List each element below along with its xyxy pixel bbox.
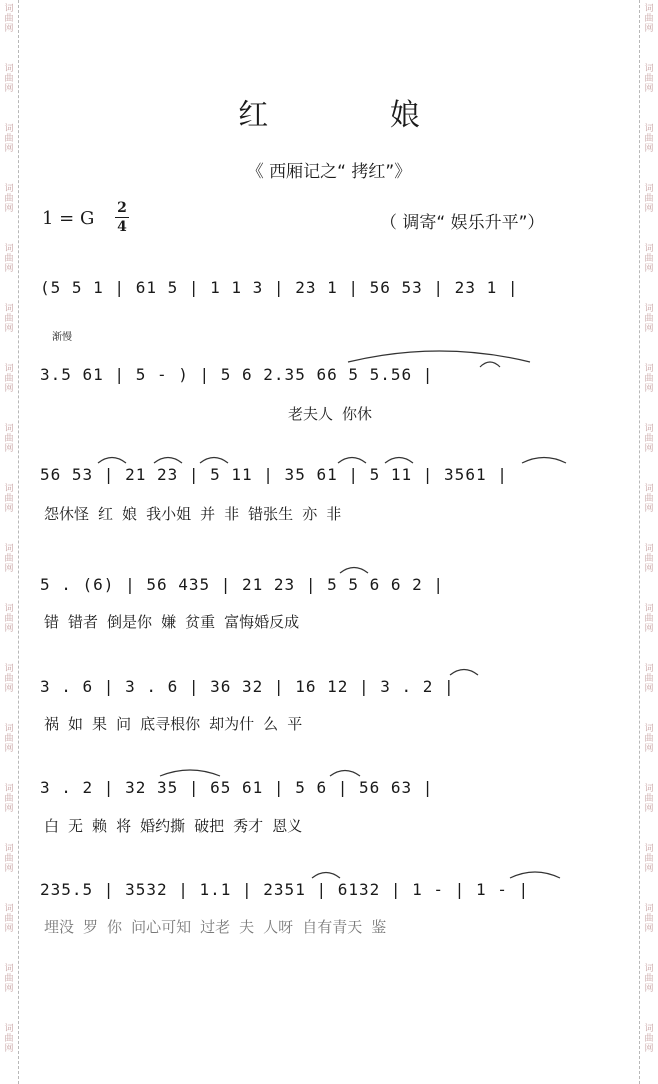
watermark-text: 词 曲 网 [644, 664, 654, 694]
slur-arc [480, 362, 500, 367]
notation-row-7: 235.5 | 3532 | 1.1 | 2351 | 6132 | 1 - | 1 - | [40, 880, 530, 899]
slur-arc [338, 458, 366, 464]
watermark-text: 词 曲 网 [644, 904, 654, 934]
watermark-text: 词 曲 网 [4, 604, 14, 634]
slur-arc [340, 568, 368, 574]
slur-arc [98, 458, 126, 464]
watermark-text: 词 曲 网 [4, 544, 14, 574]
watermark-text: 词 曲 网 [644, 364, 654, 394]
lyrics-row-4: 错 错者 倒是你 嫌 贫重 富悔婚反成 [44, 613, 300, 631]
watermark-text: 词 曲 网 [644, 64, 654, 94]
slur-arc [154, 458, 182, 464]
watermark-text: 词 曲 网 [644, 304, 654, 334]
slur-arc [510, 872, 560, 878]
watermark-text: 词 曲 网 [644, 724, 654, 754]
slur-arc [522, 458, 566, 464]
watermark-text: 词 曲 网 [644, 1024, 654, 1054]
watermark-text: 词 曲 网 [644, 424, 654, 454]
watermark-text: 词 曲 网 [4, 244, 14, 274]
watermark-text: 词 曲 网 [4, 724, 14, 754]
watermark-text: 词 曲 网 [644, 244, 654, 274]
watermark-text: 词 曲 网 [4, 964, 14, 994]
watermark-text: 词 曲 网 [4, 784, 14, 814]
watermark-text: 词 曲 网 [644, 604, 654, 634]
notation-row-4: 5 . (6) | 56 435 | 21 23 | 5 5 6 6 2 | [40, 575, 445, 594]
watermark-text: 词 曲 网 [4, 304, 14, 334]
watermark-text: 词 曲 网 [644, 784, 654, 814]
slur-arc [160, 770, 220, 776]
watermark-text: 词 曲 网 [644, 544, 654, 574]
tune-note: （ 调寄“ 娱乐升平”） [380, 213, 545, 233]
watermark-text: 词 曲 网 [4, 424, 14, 454]
watermark-text: 词 曲 网 [4, 844, 14, 874]
lyrics-row-2: 老夫人 你休 [288, 405, 373, 423]
time-signature-bottom: 4 [117, 219, 127, 235]
watermark-text: 词 曲 网 [644, 124, 654, 154]
tempo-mark: 渐慢 [52, 332, 72, 343]
time-signature-top: 2 [117, 200, 127, 216]
notation-row-5: 3 . 6 | 3 . 6 | 36 32 | 16 12 | 3 . 2 | [40, 677, 455, 696]
lyrics-row-6: 白 无 赖 将 婚约撕 破把 秀才 恩义 [44, 817, 303, 835]
watermark-text: 词 曲 网 [4, 4, 14, 34]
watermark-text: 词 曲 网 [644, 484, 654, 514]
watermark-text: 词 曲 网 [4, 484, 14, 514]
notation-row-3: 56 53 | 21 23 | 5 11 | 35 61 | 5 11 | 3561 | [40, 465, 508, 484]
watermark-text: 词 曲 网 [644, 844, 654, 874]
notation-row-2: 3.5 61 | 5 - ) | 5 6 2.35 66 5 5.56 | [40, 365, 434, 384]
watermark-text: 词 曲 网 [4, 664, 14, 694]
lyrics-row-7: 埋没 罗 你 问心可知 过老 夫 人呀 自有青天 鉴 [44, 918, 387, 936]
slur-arc [200, 458, 228, 464]
slur-arc [385, 458, 413, 464]
slur-arc [450, 670, 478, 676]
watermark-text: 词 曲 网 [4, 124, 14, 154]
key-signature: 1 = G [42, 208, 95, 229]
slur-arc [348, 351, 530, 362]
watermark-text: 词 曲 网 [644, 964, 654, 994]
watermark-text: 词 曲 网 [4, 184, 14, 214]
watermark-text: 词 曲 网 [4, 364, 14, 394]
slur-arc [312, 873, 340, 879]
slur-arc [330, 771, 360, 777]
lyrics-row-5: 祸 如 果 问 底寻根你 却为什 么 平 [44, 715, 303, 733]
watermark-text: 词 曲 网 [4, 904, 14, 934]
notation-row-1: (5 5 1 | 61 5 | 1 1 3 | 23 1 | 56 53 | 23 1 | [40, 278, 519, 297]
watermark-text: 词 曲 网 [4, 64, 14, 94]
watermark-text: 词 曲 网 [644, 4, 654, 34]
page-title: 红 娘 [238, 98, 476, 133]
watermark-text: 词 曲 网 [4, 1024, 14, 1054]
notation-row-6: 3 . 2 | 32 35 | 65 61 | 5 6 | 56 63 | [40, 778, 434, 797]
lyrics-row-3: 怨休怪 红 娘 我小姐 并 非 错张生 亦 非 [44, 505, 342, 523]
watermark-text: 词 曲 网 [644, 184, 654, 214]
subtitle: 《 西厢记之“ 拷红”》 [246, 162, 412, 182]
